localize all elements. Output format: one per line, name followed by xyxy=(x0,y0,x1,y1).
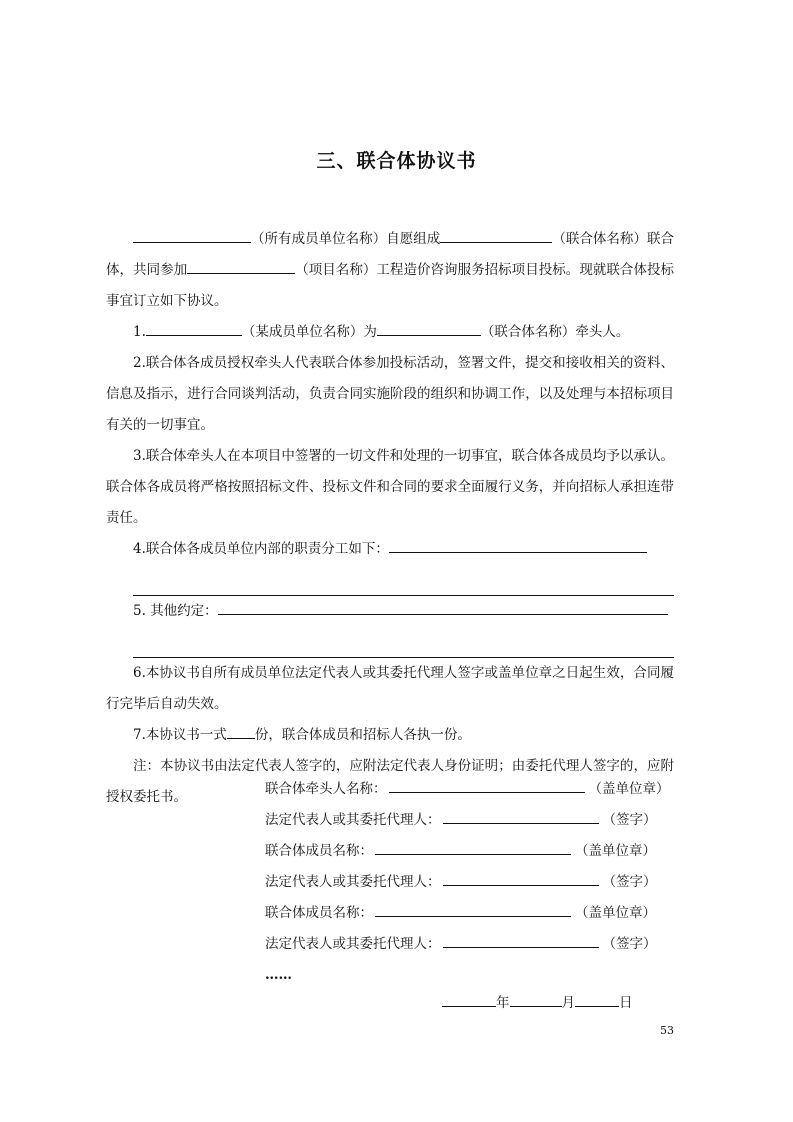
signature-label: 法定代表人或其委托代理人： xyxy=(265,874,441,890)
month-label: 月 xyxy=(561,995,575,1011)
item-7 xyxy=(106,720,674,751)
signature-block xyxy=(265,774,685,991)
signature-suffix: （签字） xyxy=(602,936,657,952)
item-1-text-2: （联合体名称）牵头人。 xyxy=(480,324,630,340)
signature-label: 联合体成员名称： xyxy=(265,843,373,859)
item-2: 2.联合体各成员授权牵头人代表联合体参加投标活动，签署文件，提交和接收相关的资料、信息及指示，进行合同谈判活动，负责合同实施阶段的组织和协调工作，以及处理与本招标项目有关的一切事宜。 xyxy=(106,355,674,433)
signature-row xyxy=(265,867,685,898)
other-terms-line[interactable] xyxy=(133,627,674,658)
page-title: 三、联合体协议书 xyxy=(316,150,477,172)
item-7-text-2: 份，联合体成员和招标人各执一份。 xyxy=(254,727,471,743)
duty-division-line[interactable] xyxy=(133,565,674,596)
day-field[interactable] xyxy=(575,992,619,1007)
item-4 xyxy=(106,534,674,565)
signature-field[interactable] xyxy=(375,902,571,917)
signature-suffix: （盖单位章） xyxy=(575,905,656,921)
consortium-name-blank[interactable] xyxy=(440,228,552,243)
signature-row xyxy=(265,929,685,960)
project-name-blank[interactable] xyxy=(187,259,295,274)
signature-field[interactable] xyxy=(443,809,599,824)
item-1-number: 1. xyxy=(133,324,146,340)
item-1 xyxy=(106,317,674,348)
copies-blank[interactable] xyxy=(227,724,255,739)
intro-paragraph xyxy=(106,224,674,317)
duty-division-blank[interactable] xyxy=(389,538,647,553)
signature-field[interactable] xyxy=(443,933,599,948)
signature-field[interactable] xyxy=(375,840,571,855)
signature-suffix: （盖单位章） xyxy=(588,781,670,797)
item-3: 3.联合体牵头人在本项目中签署的一切文件和处理的一切事宜，联合体各成员均予以承认。联合体各成员将严格按照招标文件、投标文件和合同的要求全面履行义务，并向招标人承担连带责任。 xyxy=(106,448,674,526)
item-1-text-1: （某成员单位名称）为 xyxy=(241,324,377,340)
signature-row xyxy=(265,836,685,867)
year-field[interactable] xyxy=(442,992,496,1007)
date-line xyxy=(442,988,633,1019)
signature-field[interactable] xyxy=(443,871,599,886)
item-5 xyxy=(106,596,674,627)
signature-row xyxy=(265,805,685,836)
member-names-blank[interactable] xyxy=(133,228,251,243)
item-6: 6.本协议书自所有成员单位法定代表人或其委托代理人签字或盖单位章之日起生效，合同履行完毕后自动失效。 xyxy=(106,665,674,712)
signature-suffix: （签字） xyxy=(602,812,657,828)
signature-row xyxy=(265,774,685,805)
day-label: 日 xyxy=(619,995,633,1011)
month-field[interactable] xyxy=(510,992,562,1007)
signature-label: 法定代表人或其委托代理人： xyxy=(265,936,441,952)
signature-label: 法定代表人或其委托代理人： xyxy=(265,812,441,828)
item-7-text-1: 7.本协议书一式 xyxy=(133,727,227,743)
signature-label: 联合体牵头人名称： xyxy=(265,781,387,797)
signature-label: 联合体成员名称： xyxy=(265,905,373,921)
lead-member-blank[interactable] xyxy=(146,321,242,336)
intro-text-2: （联合体名称）联合体，共同参加 xyxy=(106,231,674,278)
signature-suffix: （盖单位章） xyxy=(575,843,656,859)
item-4-text: 4.联合体各成员单位内部的职责分工如下： xyxy=(133,541,389,557)
signature-suffix: （签字） xyxy=(602,874,657,890)
page-number: 53 xyxy=(660,1024,674,1037)
intro-text-1: （所有成员单位名称）自愿组成 xyxy=(251,231,441,247)
ellipsis: …… xyxy=(265,967,292,983)
signature-field[interactable] xyxy=(389,778,585,793)
signature-row xyxy=(265,898,685,929)
note-paragraph: 注：本协议书由法定代表人签字的，应附法定代表人身份证明；由委托代理人签字的，应附授权委托书。 xyxy=(106,758,674,805)
other-terms-blank[interactable] xyxy=(218,600,668,615)
item-1-consortium-blank[interactable] xyxy=(377,321,481,336)
intro-text-3: （项目名称）工程造价咨询服务招标项目投标。现就联合体投标事宜订立如下协议。 xyxy=(106,262,675,309)
agreement-body xyxy=(106,224,674,813)
item-5-text: 5. 其他约定： xyxy=(133,603,218,619)
year-label: 年 xyxy=(496,995,510,1011)
